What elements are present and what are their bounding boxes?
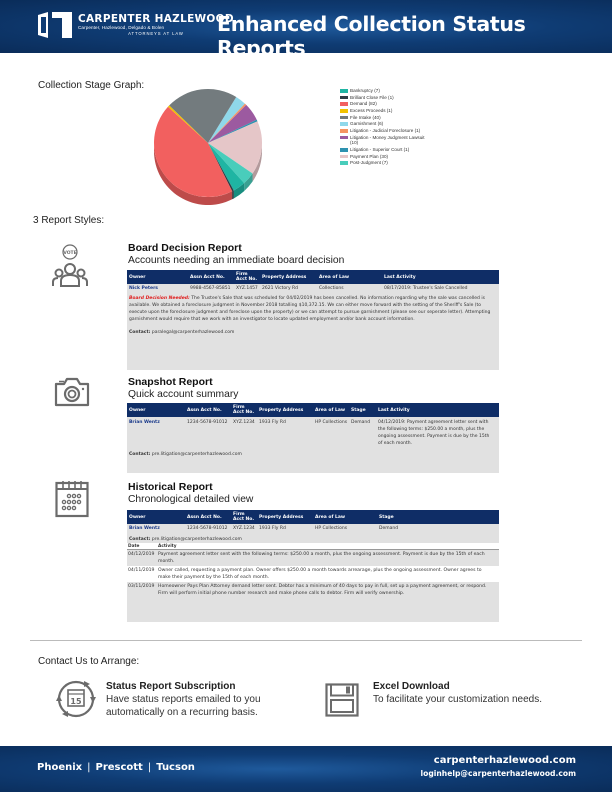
stage-value: Demand <box>351 420 371 425</box>
legend-swatch <box>340 89 348 93</box>
logo-door-icon <box>36 12 74 38</box>
col-date: Date <box>128 543 140 549</box>
firm-acct-value: XYZ.1457 <box>236 286 258 291</box>
board-decision-note <box>127 291 499 323</box>
excel-download-desc: To facilitate your customization needs. <box>373 694 542 705</box>
col-area-of-law: Area of Law <box>315 514 346 520</box>
col-area-of-law: Area of Law <box>315 407 346 413</box>
legend-swatch <box>340 102 348 106</box>
property-address-value: 1933 Fly Rd <box>259 526 286 531</box>
office-locations <box>37 762 195 773</box>
col-firm-acct: Firm Acct No. <box>236 272 258 282</box>
support-email-link[interactable]: loginhelp@carpenterhazlewood.com <box>420 769 576 778</box>
legend-item <box>340 147 430 153</box>
svg-text:VOTE: VOTE <box>63 251 77 256</box>
assn-acct-value: 1234-5678-91012 <box>187 420 228 425</box>
history-date: 03/11/2019 <box>128 584 155 589</box>
separator: | <box>147 762 152 773</box>
legend-item <box>340 101 430 107</box>
legend-item <box>340 135 430 146</box>
subscription-desc-line2: automatically on a recurring basis. <box>106 706 258 718</box>
section-divider <box>30 640 582 641</box>
history-activity: Payment agreement letter sent with the following terms: $250.00 a month, plus the ongoing assessment. Payment is due by the 15th of each month. <box>158 552 485 564</box>
board-decision-label: Board Decision Needed: <box>129 296 190 301</box>
property-address-value: 2621 Victory Rd <box>262 286 299 291</box>
board-report-title: Board Decision Report <box>128 242 242 254</box>
logo-subtitle: Carpenter, Hazlewood, Delgado & Bolen <box>78 25 165 30</box>
col-owner: Owner <box>129 514 146 520</box>
pie-chart <box>150 85 270 217</box>
contact-label: Contact: <box>129 537 151 542</box>
historical-report-title: Historical Report <box>128 481 213 493</box>
table-row <box>127 417 499 447</box>
city-phoenix: Phoenix <box>37 762 83 773</box>
contact-email[interactable]: pre.litigation@carpenterhazlewood.com <box>151 452 242 457</box>
legend-label: Excess Proceeds (1) <box>350 108 393 114</box>
firm-acct-value: XYZ.1234 <box>233 526 255 531</box>
logo-tagline: ATTORNEYS AT LAW <box>128 31 184 36</box>
historical-contact <box>127 531 499 543</box>
legend-swatch <box>340 96 348 100</box>
legend-swatch <box>340 129 348 133</box>
snapshot-contact <box>127 447 499 460</box>
board-report-table <box>127 270 499 370</box>
legend-swatch <box>340 161 348 165</box>
city-prescott: Prescott <box>95 762 143 773</box>
legend-item <box>340 160 430 166</box>
history-header <box>127 543 499 550</box>
legend-label: Brilliant Close File (1) <box>350 94 394 100</box>
legend-item <box>340 121 430 127</box>
legend-label: Litigation - Superior Court (1) <box>350 147 410 152</box>
pie-slice-side <box>232 190 234 199</box>
snapshot-report-table <box>127 403 499 473</box>
subscription-title: Status Report Subscription <box>106 681 236 692</box>
area-of-law-value: HP Collections <box>315 420 348 425</box>
excel-download-title: Excel Download <box>373 681 450 692</box>
legend-swatch <box>340 148 348 152</box>
history-activity: Homeowner Pays Plan Attorney demand letter sent. Debtor has a minimum of 40 days to pay in full, set up a payment agreement, or respond. Firm will perform initial phone number research and make phone calls to debtor. Firm will verify ownership. <box>158 584 487 596</box>
history-activity: Owner called, requesting a payment plan. Owner offers $250.00 a month towards arrearage, plus the ongoing assessment. Owner agrees to make their payment by the 15th of each month. <box>158 568 482 580</box>
legend-swatch <box>340 116 348 120</box>
property-address-value: 1933 Fly Rd <box>259 420 286 425</box>
website-link[interactable]: carpenterhazlewood.com <box>433 755 576 766</box>
chart-section-label: Collection Stage Graph: <box>38 80 145 91</box>
col-stage: Stage <box>351 407 366 413</box>
col-assn-acct: Assn Acct No. <box>187 514 222 520</box>
col-owner: Owner <box>129 407 146 413</box>
chart-legend <box>340 88 430 167</box>
legend-swatch <box>340 136 348 140</box>
history-date: 04/11/2019 <box>128 568 155 573</box>
legend-label: Garnishment (6) <box>350 121 384 127</box>
firm-acct-value: XYZ.1234 <box>233 420 255 425</box>
owner-link[interactable]: Brian Wentz <box>129 526 160 531</box>
col-property-address: Property Address <box>259 514 304 520</box>
table-header <box>127 510 499 524</box>
legend-item <box>340 95 430 101</box>
historical-report-table <box>127 510 499 622</box>
board-report-subtitle: Accounts needing an immediate board decision <box>128 255 345 266</box>
snapshot-report-subtitle: Quick account summary <box>128 389 239 400</box>
contact-label: Contact: <box>129 330 151 335</box>
legend-label: Payment Plan (30) <box>350 153 389 159</box>
legend-label: Post-Judgment (7) <box>350 160 388 166</box>
col-owner: Owner <box>129 274 146 280</box>
legend-item <box>340 108 430 114</box>
page-title: Enhanced Collection Status Reports <box>217 12 526 60</box>
col-last-activity: Last Activity <box>378 407 410 413</box>
owner-link[interactable]: Nick Peters <box>129 286 158 291</box>
col-area-of-law: Area of Law <box>319 274 350 280</box>
separator: | <box>87 762 91 773</box>
recurring-calendar-icon <box>54 678 98 725</box>
city-tucson: Tucson <box>156 762 195 773</box>
col-assn-acct: Assn Acct No. <box>190 274 225 280</box>
last-activity-value: 08/17/2019: Trustee's Sale Cancelled <box>384 286 468 291</box>
contact-label: Contact: <box>129 452 151 457</box>
contact-section-label: Contact Us to Arrange: <box>38 656 140 667</box>
contact-email[interactable]: paralegal@carpenterhazlewood.com <box>151 330 235 335</box>
assn-acct-value: 1234-5678-91012 <box>187 526 228 531</box>
subscription-desc <box>106 694 261 719</box>
board-contact <box>127 323 499 338</box>
history-row <box>127 582 499 598</box>
legend-label: Litigation - Judicial Foreclosure (1) <box>350 128 421 134</box>
subscription-desc-line1: Have status reports emailed to you <box>106 694 261 705</box>
history-date: 04/12/2019 <box>128 552 155 557</box>
contact-email[interactable]: pre.litigation@carpenterhazlewood.com <box>151 537 242 542</box>
snapshot-report-title: Snapshot Report <box>128 376 213 388</box>
legend-item <box>340 88 430 94</box>
col-property-address: Property Address <box>262 274 307 280</box>
history-row <box>127 566 499 582</box>
vote-group-icon <box>52 244 88 295</box>
legend-swatch <box>340 155 348 159</box>
floppy-disk-icon <box>325 683 359 722</box>
table-header <box>127 270 499 284</box>
historical-report-subtitle: Chronological detailed view <box>128 494 254 505</box>
logo-name: CARPENTER HAZLEWOOD <box>78 13 234 25</box>
legend-item <box>340 115 430 121</box>
board-decision-text: The Trustee's Sale that was scheduled for 04/02/2019 has been cancelled. No information regarding why the sale was cancelled is available. We obtained a foreclosure judgment in November 2018 totalling $10,372.15. We can either move forward with the setting of the Sheriff's Sale (to execute upon the foreclosure judgment and foreclose upon the property) or we can attempt to pursue garnishment (please see our seperate letter). Attempting garnishment would require that we work with an investigator to locate updated employment and/or bank account information. <box>129 296 491 322</box>
legend-label: Demand (82) <box>350 101 377 107</box>
col-property-address: Property Address <box>259 407 304 413</box>
assn-acct-value: 9988-4567-85851 <box>190 286 231 291</box>
page-footer <box>0 746 612 792</box>
col-assn-acct: Assn Acct No. <box>187 407 222 413</box>
stage-value: Demand <box>379 526 399 531</box>
owner-link[interactable]: Brian Wentz <box>129 420 160 425</box>
col-stage: Stage <box>379 514 394 520</box>
svg-text:15: 15 <box>70 697 82 706</box>
firm-logo <box>36 12 234 38</box>
legend-item <box>340 154 430 160</box>
col-activity: Activity <box>158 543 177 549</box>
col-firm-acct: Firm Acct No. <box>233 405 255 415</box>
table-header <box>127 403 499 417</box>
legend-label: Bankruptcy (7) <box>350 88 380 93</box>
area-of-law-value: HP Collections <box>315 526 348 531</box>
camera-icon <box>54 377 90 412</box>
legend-item <box>340 128 430 134</box>
legend-swatch <box>340 122 348 126</box>
calendar-icon <box>55 480 89 523</box>
legend-label: File Intake (40) <box>350 114 381 120</box>
table-row <box>127 284 499 291</box>
history-row <box>127 550 499 566</box>
page-header <box>0 0 612 60</box>
legend-label: Litigation - Money Judgment Lawsuit (10) <box>350 134 425 146</box>
col-firm-acct: Firm Acct No. <box>233 512 255 522</box>
table-row <box>127 524 499 531</box>
reports-section-label: 3 Report Styles: <box>33 215 105 226</box>
legend-swatch <box>340 109 348 113</box>
last-activity-value: 04/12/2019: Payment agreement letter sent with the following terms: $250.00 a month, plus the ongoing assessment. Payment is due by the 15th of each month. <box>378 420 490 446</box>
area-of-law-value: Collections <box>319 286 344 291</box>
col-last-activity: Last Activity <box>384 274 416 280</box>
pie-slices-layer <box>154 89 262 197</box>
